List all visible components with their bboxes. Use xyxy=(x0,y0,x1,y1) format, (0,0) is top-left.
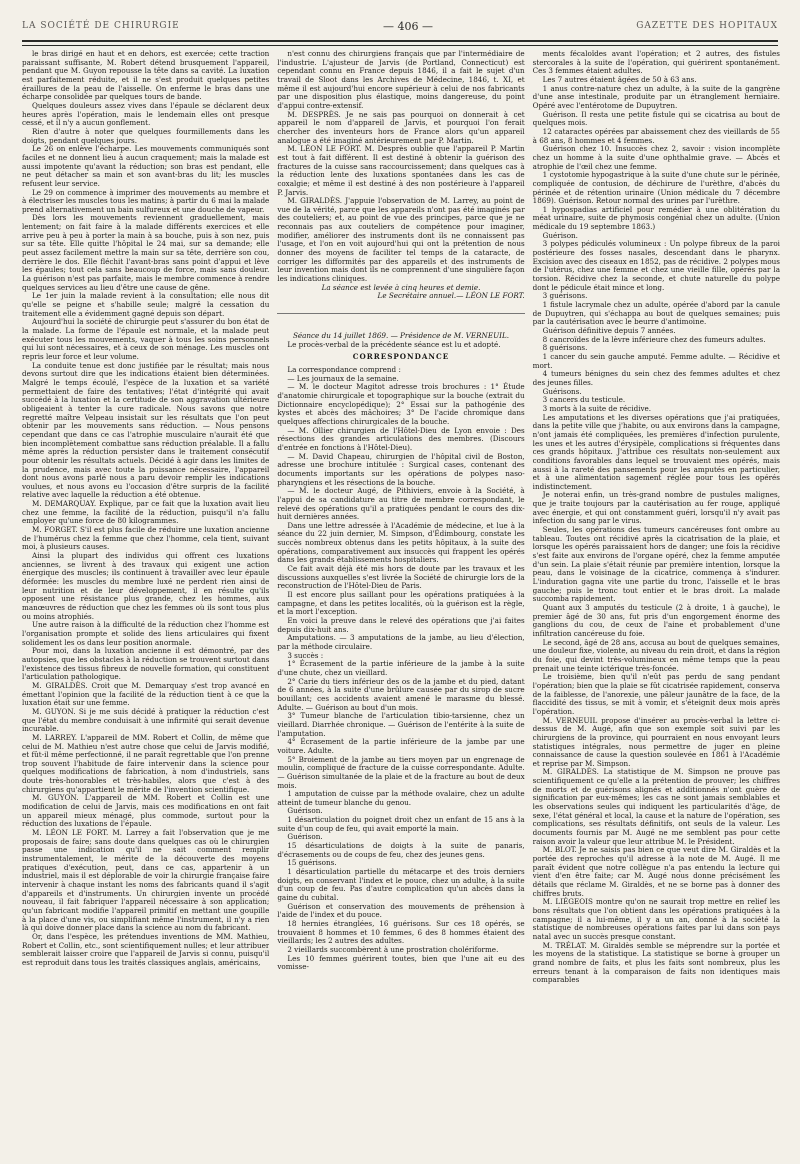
paragraph: — M. le docteur Augé, de Pithiviers, envoie à la Société, à l'appui de sa candidature au titre de membre correspondant, le relevé des opérations qu'il a pratiquées pendant le cours des dix-huit dernières années. xyxy=(277,486,525,522)
paragraph: M. TRÉLAT. M. Giraldès semble se méprendre sur la portée et les moyens de la statistique. La statistique se borne à grouper un grand nombre de faits, et plus les faits sont nombreux, plus les erreurs tenant à la comparaison de faits non identiques mais comparables xyxy=(532,940,780,985)
paragraph: M. DEMARQUAY. Explique, par ce fait que la luxation avait lieu chez une femme, la facilité de la réduction, puisqu'il n'a fallu employer qu'une force de 80 kilogrammes. xyxy=(22,499,270,526)
paragraph: Je noterai enfin, un très-grand nombre de pustules malignes, que je traite toujours par la cautérisation au fer rouge, appliqué avec énergie, et qui ont constamment guéri, lorsqu'il n'y avait pas infection du sang par le virus. xyxy=(532,490,780,526)
paragraph: M. GUYON. L'appareil de MM. Robert et Collin est une modification de celui de Jarvis, mais ces modifications en ont fait un appareil mieux ménagé, plus commode, surtout pour la réduction des luxations de l'épaule. xyxy=(22,793,270,829)
paragraph: n'est connu des chirurgiens français que par l'intermédiaire de l'industrie. L'ajusteur de Jarvis (de Portland, Connecticut) est cependant connu en France depuis 1846, il a fait le sujet d'un travail de Sloot dans les Archives de Médecine, 1846, t. XI, et même il est aujourd'hui encore supérieur à celui de nos fabricants par une disposition plus élastique, moins dangereuse, du point d'appui contre-extensif. xyxy=(277,50,525,110)
paragraph: M. LARREY. L'appareil de MM. Robert et Collin, de même que celui de M. Mathieu n'est autre chose que celui de Jarvis modifié, et fût-il même perfectionné, il ne paraît regrettable que l'on prenne trop souvent l'habitude de faire intervenir dans la science pour quelques modifications de fabrication, à nom d'industriels, sans doute très-honorables et très-habiles, alors que c'est à des chirurgiens qu'appartient le mérite de l'invention scientifique. xyxy=(22,732,270,794)
paragraph: Seules, les opérations des tumeurs cancéreuses font ombre au tableau. Toutes ont récidivé après la cicatrisation de la plaie, et lorsque les opérés paraissaient hors de danger; une fois la récidive s'est faite aux environs de l'organe opéré, chez la femme amputée d'un sein. La plaie s'était réunie par première intention, lorsque la peau, dans le voisinage de la cicatrice, commença à s'indurer. L'induration gagna vite une partie du tronc, l'aisselle et le bras gauche; puis le tronc tout entier et le bras droit. La malade succomba rapidement. xyxy=(532,525,780,604)
paragraph: Guérison. Il resta une petite fistule qui se cicatrisa au bout de quelques mois. xyxy=(532,109,780,128)
paragraph: M. LÉON LE FORT. M. Desprès oublie que l'appareil P. Martin est tout à fait différent. Il est destiné à obtenir la guérison des fractures de la cuisse sans raccourcissement; dans quelques cas à la réduction lente des luxations spontanées dans les cas de coxalgie; et même il est destiné à des non postérieure à l'appareil P. Jarvis. xyxy=(277,144,525,197)
paragraph: Le Secrétaire annuel.— LÉON LE FORT. xyxy=(377,291,525,301)
paragraph: Guérison. xyxy=(287,806,323,816)
paragraph: 2 vieillards succombèrent à une prostration cholériforme. xyxy=(287,944,499,954)
paragraph: 1 fistule lacrymale chez un adulte, opérée d'abord par la canule de Dupuytren, qui s'échappa au bout de quelques semaines; puis par la cautérisation avec le beurre d'antimoine. xyxy=(532,300,780,327)
paragraph: 1° Écrasement de la partie inférieure de la jambe à la suite d'une chute, chez un vieillard. xyxy=(277,659,525,677)
paragraph: M. GIRALDÈS. La statistique de M. Simpson ne prouve pas scientifiquement ce qu'elle a la prétention de prouver; les chiffres de morts et de guérisons alignés et additionnés n'ont guère de signification par eux-mêmes; les cas ne sont jamais semblables et les observations seules qui indiquent les particularités d'âge, de sexe, l'état général et local, la cause et la nature de l'opération, ses complications, ses résultats définitifs, ont seuls de la valeur. Les documents fournis par M. Augé ne me semblent pas pour cette raison avoir la valeur que leur attribue M. le Président. xyxy=(532,767,780,846)
header-right: GAZETTE DES HOPITAUX xyxy=(636,21,778,31)
paragraph: 1 désarticulation du poignet droit chez un enfant de 15 ans à la suite d'un coup de feu, qui avait emporté la main. xyxy=(277,815,525,833)
paragraph: Guérison définitive depuis 7 années. xyxy=(542,326,676,335)
page-number: — 406 — xyxy=(382,19,433,33)
paragraph: 1 cystotomie hypogastrique à la suite d'une chute sur le périnée, compliquée de contusion, de déchirure de l'urèthre, d'abcès du périnée et de rétention urinaire (Union médicale du 7 décembre 1869). Guérison. Retour normal des urines par l'urèthre. xyxy=(532,170,780,206)
paragraph: Ainsi la plupart des individus qui offrent ces luxations anciennes, se livrent à des travaux qui exigent une action énergique des muscles; ils continuent à travailler avec leur épaule déformée: les muscles du membre luxé ne perdent rien ainsi de leur nutrition et de leur développement, il en résulte qu'ils opposent une résistance plus grande, chez les hommes, aux manœuvres de réduction que chez les femmes où ils sont tous plus ou moins atrophiés. xyxy=(22,551,270,621)
header-left: LA SOCIÉTÉ DE CHIRURGIE xyxy=(22,21,180,31)
paragraph: 3° Tumeur blanche de l'articulation tibio-tarsienne, chez un vieillard. Diarrhée chronique. — Guérison de l'entérite à la suite de l'amputation. xyxy=(277,711,525,738)
paragraph: 3 succès : xyxy=(287,650,324,660)
paragraph: M. LIÉGEOIS montre qu'on ne saurait trop mettre en relief les bons résultats que l'on obtient dans les opérations pratiquées à la campagne; il a lui-même, il y a un an, donné à la société la statistique de nombreuses opérations faites par lui dans son pays natal avec un succès presque constant. xyxy=(532,897,780,941)
paragraph: 15 guérisons. xyxy=(287,858,337,868)
paragraph: Le 29 on commence à imprimer des mouvements au membre et à électriser les muscles tous les matins; à partir du 6 mai la malade prend alternativement un bain sulfureux et une douche de vapeur. xyxy=(22,187,270,214)
paragraph: En voici la preuve dans le relevé des opérations que j'ai faites depuis dix-huit ans. xyxy=(277,616,525,634)
paragraph: Le 26 on enlève l'écharpe. Les mouvements communiqués sont faciles et ne donnent lieu à aucun craquement; mais la malade est aussi impotente qu'avant la réduction; son bras est pendant, elle ne peut détacher sa main et son avant-bras du lit; les muscles refusent leur service. xyxy=(22,144,270,188)
paragraph: 5° Broiement de la jambe au tiers moyen par un engrenage de moulin, compliqué de fracture de la cuisse correspondante. Adulte. — Guérison simultanée de la plaie et de la fracture au bout de deux mois. xyxy=(277,754,525,790)
paragraph: Dans une lettre adressée à l'Académie de médecine, et lue à la séance du 22 juin dernier, M. Simpson, d'Édimbourg, constate les succès nombreux obtenus dans les petits hôpitaux, à la suite des opérations, comparativement aux insuccès qui frappent les opérés dans les grands établissements hospitaliers. xyxy=(277,520,525,565)
paragraph: 4 tumeurs bénignes du sein chez des femmes adultes et chez des jeunes filles. xyxy=(532,369,780,387)
paragraph: Les 7 autres étaient âgées de 50 à 63 ans. xyxy=(542,74,697,84)
paragraph: Guérison et conservation des mouvements de préhension à l'aide de l'index et du pouce. xyxy=(277,901,525,920)
paragraph: 12 cataractes opérées par abaissement chez des vieillards de 55 à 68 ans, 8 hommes et 4 femmes. xyxy=(532,126,780,145)
paragraph: La conduite tenue est donc justifiée par le résultat; mais nous devons surtout dire que les indications étaient bien déterminées. Malgré le temps écoulé, l'espèce de la luxation et sa variété permettaient de faire des tentatives; l'état d'intégrité qui avait succédé à la luxation et la certitude de son aggravation ultérieure obligeaient à tenter la cure radicale. Nous savons que notre regretté maître Velpeau insistait sur les résultats que l'on peut obtenir par les mouvements sans réduction. — Nous pensons cependant que dans ce cas l'atrophie musculaire n'aurait été que bien incomplètement combattue sans réduction préalable. Il a fallu même après la réduction persister dans le traitement consécutif pour obtenir les résultats actuels. Décidé à agir dans les limites de la prudence, mais avec toute la puissance nécessaire, l'appareil dont nous avons parlé nous a paru devoir remplir les indications voulues, et nous avons eu l'occasion d'être surpris de la facilité relative avec laquelle la réduction a été obtenue. xyxy=(22,360,270,500)
paragraph: 4° Écrasement de la partie inférieure de la jambe par une voiture. Adulte. xyxy=(277,737,525,755)
paragraph: Le troisième, bien qu'il n'eût pas perdu de sang pendant l'opération; bien que la plaie se fût cicatrisée rapidement, conserva de la faiblesse, de l'anorexie, une pâleur jaunâtre de la face, de la flaccidité des tissus, se mit à vomir, et s'éteignit deux mois après l'opération. xyxy=(532,672,780,716)
page-header xyxy=(22,16,778,36)
paragraph: 15 désarticulations de doigts à la suite de panaris, d'écrasements ou de coups de feu, chez des jeunes gens. xyxy=(277,841,525,859)
paragraph: 3 guérisons. xyxy=(542,291,588,301)
paragraph: Le second, âgé de 28 ans, accusa au bout de quelques semaines, une douleur fixe, violente, au niveau du rein droit, et dans la région du foie, qui devint très-volumineux en même temps que la peau prenait une teinte ictérique très-foncée. xyxy=(532,637,780,673)
paragraph: Les amputations et les diverses opérations que j'ai pratiquées, dans la petite ville que j'habite, ou aux environs dans la campagne, n'ont jamais été compliquées, les premières d'infection purulente, les unes et les autres d'érysipèle, complications si fréquentes dans ces grands hôpitaux. J'attribue ces résultats non-seulement aux conditions favorables dans lequel se trouvaient mes opérés, mais aussi à la rareté des pansements pour les amputés en particulier, et à une alimentation sagement réglée pour tous les opérés indistinctement. xyxy=(532,412,780,491)
paragraph: 8 cancroïdes de la lèvre inférieure chez des fumeurs adultes. xyxy=(542,334,766,344)
paragraph: M. GUYON. Si je me suis décidé à pratiquer la réduction c'est que l'état du membre conduisait à une infirmité qui serait devenue incurable. xyxy=(22,706,270,734)
paragraph: Guérison. xyxy=(287,832,323,842)
paragraph: 1 cancer du sein gauche amputé. Femme adulte. — Récidive et mort. xyxy=(532,351,780,370)
paragraph: 18 hernies étranglées, 16 guérisons. Sur ces 18 opérés, se trouvaient 8 hommes et 10 femmes, 6 des 8 hommes étaient des vieillards; les 2 autres des adultes. xyxy=(277,919,525,946)
paragraph: M. FORGET. S'il est plus facile de réduire une luxation ancienne de l'humérus chez la femme que chez l'homme, cela tient, suivant moi, à plusieurs causes. xyxy=(22,525,270,552)
text-columns xyxy=(22,50,780,1154)
paragraph: M. LÉON LE FORT. M. Larrey a fait l'observation que je me proposais de faire; sans doute dans quelques cas où le chirurgien passe une indication qu'il ne sait comment remplir instrumentalement, le mérite de la découverte des moyens pratiques d'exécution, peut, dans ce cas, appartenir à un industriel, mais il est déplorable de voir la chirurgie française faire intervenir à chaque instant les noms des fabricants quand il s'agit d'appareils et d'instruments. Un chirurgien invente un procédé nouveau, il fait fabriquer l'appareil nécessaire à son application; qu'un fabricant modifie l'appareil primitif en mettant une goupille à la place d'une vis, ou simplifiant même l'instrument, il n'y a rien là qui doive donner place dans la science au nom du fabricant. xyxy=(22,828,270,933)
paragraph: Dès lors les mouvements reviennent graduellement, mais lentement; on fait faire à la malade différents exercices et elle arrive peu à peu à porter la main à sa bouche, puis à son nez, puis sur sa tête. Elle quitte l'hôpital le 24 mai, sur sa demande; elle peut assez facilement mettre la main sur sa tête, derrière son cou, derrière le dos. Elle fléchit l'avant-bras sans point d'appui et lève les épaules; tout cela sans beaucoup de force, mais sans douleur. La guérison n'est pas parfaite, mais le membre commence à rendre quelques services au lieu d'être une cause de gêne. xyxy=(22,213,270,292)
paragraph: Guérison. xyxy=(542,230,578,240)
paragraph: Pour moi, dans la luxation ancienne il est démontré, par des autopsies, que les obstacles à la réduction se trouvent surtout dans l'existence des tissus fibreux de nouvelle formation, qui constituent l'articulation pathologique. xyxy=(22,646,270,682)
paragraph: Ce fait avait déjà été mis hors de doute par les travaux et les discussions auxquelles s'est livrée la Société de chirurgie lors de la reconstruction de l'Hôtel-Dieu de Paris. xyxy=(277,564,525,591)
paragraph: Amputations. — 3 amputations de la jambe, au lieu d'élection, par la méthode circulaire. xyxy=(277,633,525,651)
paragraph: — M. David Chapeau, chirurgien de l'hôpital civil de Boston, adresse une brochure intitulée : Surgical cases, contenant des documents importants sur les opérations de polypes naso-pharyngiens et les résections de la bouche. xyxy=(277,451,525,487)
paragraph: Quelques douleurs assez vives dans l'épaule se déclarent deux heures après l'opération, mais le lendemain elles ont presque cessé, et il n'y a aucun gonflement. xyxy=(22,100,270,128)
paragraph: Or, dans l'espèce, les prétendues inventions de MM. Mathieu, Robert et Collin, etc., sont scientifiquement nulles; et leur attribuer semblerait laisser croire que l'appareil de Jarvis si connu, puisqu'il est reproduit dans tous les traités classiques anglais, américains, xyxy=(22,931,270,967)
paragraph: Une autre raison à la difficulté de la réduction chez l'homme est l'organisation prompte et solide des liens articulaires qui fixent solidement les os dans leur position anormale. xyxy=(22,620,270,647)
paragraph: ments fécaloïdes avant l'opération; et 2 autres, des fistules stercorales à la suite de l'opération, qui guérirent spontanément. Ces 3 femmes étaient adultes. xyxy=(532,50,780,76)
column-3 xyxy=(533,50,780,1154)
column-1 xyxy=(22,50,269,1154)
paragraph: 1 hypospadias artificiel pour remédier à une oblitération du méat urinaire, suite de phymosis congénial chez un adulte. (Union médicale du 19 septembre 1863.) xyxy=(532,204,780,232)
paragraph: 1 désarticulation partielle du métacarpe et des trois derniers doigts, en conservant l'index et le pouce, chez un adulte, à la suite d'un coup de feu. Pas d'autre complication qu'un abcès dans la gaine du cubital. xyxy=(277,867,525,903)
paragraph: Rien d'autre à noter que quelques fourmillements dans les doigts, pendant quelques jours. xyxy=(22,126,270,145)
paragraph: CORRESPONDANCE xyxy=(352,352,450,362)
paragraph: Les 10 femmes guérirent toutes, bien que l'une ait eu des vomisse- xyxy=(277,953,525,972)
paragraph: Aujourd'hui la société de chirurgie peut s'assurer du bon état de la malade. La forme de l'épaule est normale, et la malade peut exécuter tous les mouvements, vaquer à tous les soins personnels qui lui sont nécessaires, et à ceux de son ménage. Les muscles ont repris leur force et leur volume. xyxy=(22,317,270,361)
paragraph: M. BLOT. Je ne saisis pas bien ce que veut dire M. Giraldès et la portée des reproches qu'il adresse à la note de M. Augé. Il me paraît évident que notre collègue n'a pas entendu la lecture qui vient d'en être faite; car M. Augé nous donne précisément les détails que réclame M. Giraldès, et ne se borne pas à donner des chiffres bruts. xyxy=(532,845,780,898)
paragraph: — M. le docteur Magitot adresse trois brochures : 1° Étude d'anatomie chirurgicale et topographique sur la bouche (extrait du Dictionnaire encyclopédique); 2° Essai sur la pathogénie des kystes et abcès des mâchoires; 3° De l'acide chromique dans quelques affections chirurgicales de la bouche. xyxy=(277,382,525,426)
paragraph: Guérison chez 10. Insuccès chez 2, savoir : vision incomplète chez un homme à la suite d'une ophthalmie grave. — Abcès et atrophie de l'œil chez une femme. xyxy=(532,144,780,171)
section-separator xyxy=(277,301,524,314)
paragraph: Guérisons. xyxy=(542,386,582,396)
paragraph: 8 guérisons. xyxy=(542,343,588,353)
paragraph: Le 1er juin la malade revient à la consultation; elle nous dit qu'elle se peigne et s'habille seule; malgré la cessation du traitement elle a évidemment gagné depuis son départ. xyxy=(22,291,270,318)
paragraph: le bras dirigé en haut et en dehors, est exercée; cette traction paraissant suffisante, M. Robert détend brusquement l'appareil, pendant que M. Guyon repousse la tête dans sa cavité. La luxation est parfaitement réduite, et il ne s'est produit quelques petites éraillures de la peau de l'aisselle. On enferme le bras dans une écharpe consolidée par quelques tours de bande. xyxy=(22,50,270,102)
paragraph: 2° Carie du tiers inférieur des os de la jambe et du pied, datant de 6 années, à la suite d'une brûlure causée par du sirop de sucre bouillant; ces accidents avaient amené le marasme du blessé. Adulte. — Guérison au bout d'un mois. xyxy=(277,676,525,712)
paragraph: M. VERNEUIL propose d'insérer au procès-verbal la lettre ci-dessus de M. Augé, afin que son exemple soit suivi par les chirurgiens de la province, qui pourraient en nous envoyant leurs statistiques intégrales, nous permettre de juger en pleine connaissance de cause la question soulevée en 1861 à l'Académie et reprise par M. Simpson. xyxy=(532,715,780,768)
paragraph: M. DESPRÈS. Je ne sais pas pourquoi on donnerait à cet appareil le nom d'appareil de Jarvis, et pourquoi l'on ferait chercher des inventeurs hors de France alors qu'un appareil analogue a été imaginé antérieurement par P. Martin. xyxy=(277,109,525,145)
column-2 xyxy=(277,50,524,1154)
paragraph: 3 polypes pédiculés volumineux : Un polype fibreux de la paroi postérieure des fosses nasales, descendant dans le pharynx. Excision avec des ciseaux en 1852, pas de récidive. 2 polypes mous de l'utérus, chez une femme et chez une vieille fille, opérés par la torsion. Récidive chez la seconde, et chute naturelle du polype dont le pédicule était mince et long. xyxy=(532,239,780,292)
paragraph: Le procès-verbal de la précédente séance est lu et adopté. xyxy=(287,339,501,349)
paragraph: Quant aux 3 amputés du testicule (2 à droite, 1 à gauche), le premier âgé de 30 ans, fut pris d'un engorgement énorme des ganglions du cou, de ceux de l'aine et probablement d'une infiltration cancéreuse du foie. xyxy=(532,603,780,638)
paragraph: La séance est levée à cinq heures et demie. xyxy=(321,282,481,292)
paragraph: 3 morts à la suite de récidive. xyxy=(542,403,652,413)
paragraph: M. GIRALDÈS. Croit que M. Demarquay s'est trop avancé en émettant l'opinion que la facilité de la réduction tient à ce que la luxation était sur une femme. xyxy=(22,680,270,708)
paragraph: Séance du 14 juillet 1869. — Présidence de M. VERNEUIL. xyxy=(292,331,510,341)
header-rule xyxy=(22,40,778,46)
paragraph: M. GIRALDÈS. J'appuie l'observation de M. Larrey, au point de vue de la vérité, parce que les appareils n'ont pas été imaginés par des couteliers; et, au point de vue des principes, parce que je ne reconnais pas aux couteliers de compétence pour imaginer, modifier, améliorer des instruments dont ils ne connaissent pas l'usage, et l'on en voit aujourd'hui qui ont la prétention de nous donner des moyens de faciliter tel temps de la cataracte, de corriger les difformités par des appareils et des instruments de leur invention mais dont ils ne comprennent d'une singulière façon les indications cliniques. xyxy=(277,196,525,284)
paragraph: 3 cancers du testicule. xyxy=(542,395,626,405)
paragraph: — Les journaux de la semaine. xyxy=(287,373,399,383)
paragraph: 1 amputation de cuisse par la méthode ovalaire, chez un adulte atteint de tumeur blanche du genou. xyxy=(277,789,525,807)
paragraph: — M. Ollier chirurgien de l'Hôtel-Dieu de Lyon envoie : Des résections des grandes articulations des membres. (Discours d'entrée en fonctions à l'Hôtel-Dieu). xyxy=(277,425,525,452)
paragraph: 1 anus contre-nature chez un adulte, à la suite de la gangrène d'une anse intestinale, produite par un étranglement herniaire. Opéré avec l'entérotome de Dupuytren. xyxy=(532,83,780,110)
paragraph: Il est encore plus saillant pour les opérations pratiquées à la campagne, et dans les petites localités, où la guérison est la règle, et la mort l'exception. xyxy=(277,590,525,617)
paragraph: La correspondance comprend : xyxy=(287,365,401,374)
